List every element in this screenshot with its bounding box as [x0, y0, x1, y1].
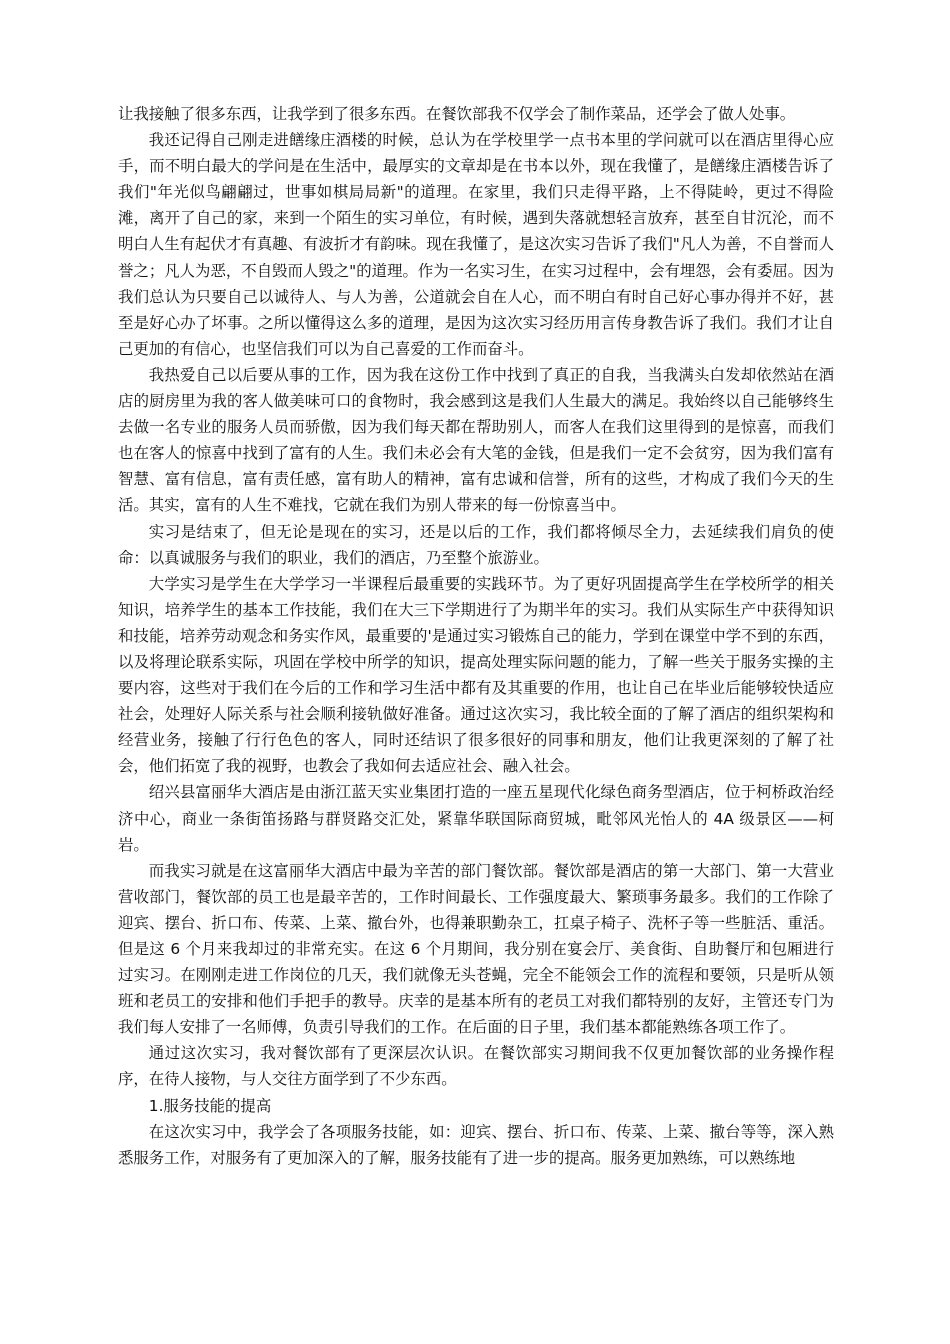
paragraph-6: 绍兴县富丽华大酒店是由浙江蓝天实业集团打造的一座五星现代化绿色商务型酒店，位于柯桥政治经济中心，商业一条街笛扬路与群贤路交汇处，紧靠华联国际商贸城，毗邻风光怡人的 4A 级景区——柯岩。	[118, 783, 834, 854]
document-body	[118, 101, 834, 1171]
paragraph-9: 在这次实习中，我学会了各项服务技能，如：迎宾、摆台、折口布、传菜、上菜、撤台等等，深入熟悉服务工作，对服务有了更加深入的了解，服务技能有了进一步的提高。服务更加熟练，可以熟练地	[118, 1122, 834, 1167]
paragraph-7: 而我实习就是在这富丽华大酒店中最为辛苦的部门餐饮部。餐饮部是酒店的第一大部门、第一大营业营收部门，餐饮部的员工也是最辛苦的，工作时间最长、工作强度最大、繁琐事务最多。我们的工作除了迎宾、摆台、折口布、传菜、上菜、撤台外，也得兼职勤杂工，扛桌子椅子、洗杯子等一些脏活、重活。但是这 6 个月来我却过的非常充实。在这 6 个月期间，我分别在宴会厅、美食街、自助餐厅和包厢进行过实习。在刚刚走进工作岗位的几天，我们就像无头苍蝇，完全不能领会工作的流程和要领，只是听从领班和老员工的安排和他们手把手的教导。庆幸的是基本所有的老员工对我们都特别的友好，主管还专门为我们每人安排了一名师傅，负责引导我们的工作。在后面的日子里，我们基本都能熟练各项工作了。	[118, 861, 834, 1037]
paragraph-5: 大学实习是学生在大学学习一半课程后最重要的实践环节。为了更好巩固提高学生在学校所学的相关知识，培养学生的基本工作技能，我们在大三下学期进行了为期半年的实习。我们从实际生产中获得知识和技能，培养劳动观念和务实作风，最重要的'是通过实习锻炼自己的能力，学到在课堂中学不到的东西，以及将理论联系实际，巩固在学校中所学的知识，提高处理实际问题的能力，了解一些关于服务实操的主要内容，这些对于我们在今后的工作和学习生活中都有及其重要的作用，也让自己在毕业后能够较快适应社会，处理好人际关系与社会顺利接轨做好准备。通过这次实习，我比较全面的了解了酒店的组织架构和经营业务，接触了行行色色的客人，同时还结识了很多很好的同事和朋友，他们让我更深刻的了解了社会，他们拓宽了我的视野，也教会了我如何去适应社会、融入社会。	[118, 574, 834, 776]
paragraph-8: 通过这次实习，我对餐饮部有了更深层次认识。在餐饮部实习期间我不仅更加餐饮部的业务操作程序，在待人接物，与人交往方面学到了不少东西。	[118, 1044, 834, 1089]
paragraph-1: 让我接触了很多东西，让我学到了很多东西。在餐饮部我不仅学会了制作菜品，还学会了做人处事。	[118, 105, 796, 123]
paragraph-2: 我还记得自己刚走进饍缘庄酒楼的时候，总认为在学校里学一点书本里的学问就可以在酒店里得心应手，而不明白最大的学问是在生活中，最厚实的文章却是在书本以外，现在我懂了，是饍缘庄酒楼告诉了我们"年光似鸟翩翩过，世事如棋局局新"的道理。在家里，我们只走得平路，上不得陡岭，更过不得险滩，离开了自己的家，来到一个陌生的实习单位，有时候，遇到失落就想轻言放弃，甚至自甘沉沦，而不明白人生有起伏才有真趣、有波折才有韵味。现在我懂了，是这次实习告诉了我们"凡人为善，不自誉而人誉之；凡人为恶，不自毁而人毁之"的道理。作为一名实习生，在实习过程中，会有埋怨，会有委屈。因为我们总认为只要自己以诚待人、与人为善，公道就会自在人心，而不明白有时自己好心事办得并不好，甚至是好心办了坏事。之所以懂得这么多的道理，是因为这次实习经历用言传身教告诉了我们。我们才让自己更加的有信心，也坚信我们可以为自己喜爱的工作而奋斗。	[118, 131, 834, 358]
paragraph-4: 实习是结束了，但无论是现在的实习，还是以后的工作，我们都将倾尽全力，去延续我们肩负的使命：以真诚服务与我们的职业，我们的酒店，乃至整个旅游业。	[118, 522, 834, 567]
paragraph-3: 我热爱自己以后要从事的工作，因为我在这份工作中找到了真正的自我，当我满头白发却依然站在酒店的厨房里为我的客人做美味可口的食物时，我会感到这是我们人生最大的满足。我始终以自己能够终生去做一名专业的服务人员而骄傲，因为我们每天都在帮助别人，而客人在我们这里得到的是惊喜，而我们也在客人的惊喜中找到了富有的人生。我们未必会有大笔的金钱，但是我们一定不会贫穷，因为我们富有智慧、富有信息，富有责任感，富有助人的精神，富有忠诚和信誉，所有的这些，才构成了我们今天的生活。其实，富有的人生不难找，它就在我们为别人带来的每一份惊喜当中。	[118, 365, 834, 515]
section-heading: 1.服务技能的提高	[148, 1096, 272, 1115]
